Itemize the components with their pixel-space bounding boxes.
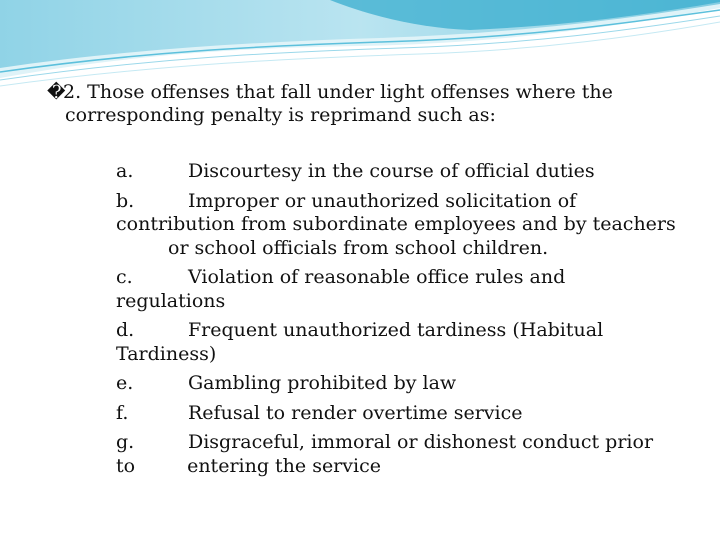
bullet-icon: � [47,82,66,103]
item-marker: d. [116,319,135,341]
heading-line-2: corresponding penalty is reprimand such as: [65,104,496,126]
list-item-d [116,319,676,366]
list-item-b [116,190,676,261]
heading-line-1: �2. Those offenses that fall under light offenses where the [47,81,613,103]
item-marker: f. [116,401,129,424]
item-marker: g. [116,431,135,453]
list-item-c [116,266,676,313]
offense-list [116,160,676,484]
item-text: Improper or unauthorized solicitation of contribution from subordinate employees and by teachers [116,189,676,235]
item-marker: a. [116,160,134,182]
item-text: Disgraceful, immoral or dishonest conduct prior to [116,431,654,477]
item-text: Refusal to render overtime service [188,401,523,424]
item-text: Gambling prohibited by law [188,372,457,394]
item-text-continued: entering the service [187,454,381,477]
list-item-f [116,402,676,426]
item-text-continued: or school officials from school children. [168,236,549,259]
list-item-a [116,160,676,184]
item-marker: b. [116,189,135,212]
list-item-g [116,431,676,478]
item-text: Violation of reasonable office rules and regulations [116,266,566,312]
item-text: Frequent unauthorized tardiness (Habitual Tardiness) [116,319,604,365]
slide-heading [47,81,687,127]
item-text: Discourtesy in the course of official duties [188,160,595,182]
list-item-e [116,372,676,396]
item-marker: e. [116,372,134,394]
item-marker: c. [116,266,133,288]
